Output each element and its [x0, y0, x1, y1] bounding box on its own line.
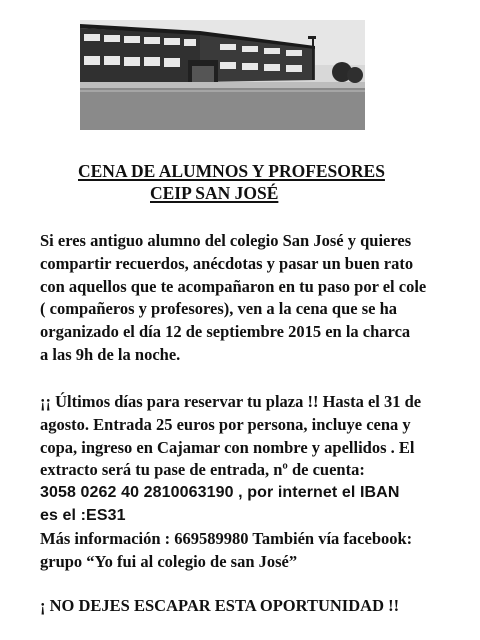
paragraph-line: Si eres antiguo alumno del colegio San José y quieres: [40, 231, 412, 250]
account-number-line: 3058 0262 40 2810063190 , por internet el IBAN: [40, 484, 400, 502]
paragraph-line: ¡¡ Últimos días para reservar tu plaza !! Hasta el 31 de: [40, 392, 422, 411]
paragraph-line: compartir recuerdos, anécdotas y pasar un buen rato: [40, 253, 414, 273]
school-name-title: CEIP SAN JOSÉ: [150, 183, 279, 203]
invitation-paragraph: [40, 230, 480, 367]
paragraph-line: copa, ingreso en Cajamar con nombre y apellidos . El: [40, 437, 415, 457]
contact-line: Más información : 669589980 También vía facebook:: [40, 528, 413, 548]
reservation-paragraph: [40, 391, 480, 573]
paragraph-line: extracto será tu pase de entrada, nº de cuenta:: [40, 460, 365, 480]
paragraph-line: a las 9h de la noche.: [40, 344, 181, 364]
paragraph-line: con aquellos que te acompañaron en tu paso por el cole: [40, 276, 427, 296]
facebook-group-line: grupo “Yo fui al colegio de san José”: [40, 551, 298, 571]
school-building-photo: [80, 20, 365, 130]
closing-call-to-action: ¡ NO DEJES ESCAPAR ESTA OPORTUNIDAD !!: [40, 596, 400, 615]
paragraph-line: agosto. Entrada 25 euros por persona, incluye cena y: [40, 414, 411, 434]
paragraph-line: ( compañeros y profesores), ven a la cena que se ha: [40, 299, 398, 319]
iban-line: es el :ES31: [40, 506, 126, 524]
paragraph-line: organizado el día 12 de septiembre 2015 en la charca: [40, 322, 411, 342]
event-title: CENA DE ALUMNOS Y PROFESORES: [78, 161, 385, 181]
